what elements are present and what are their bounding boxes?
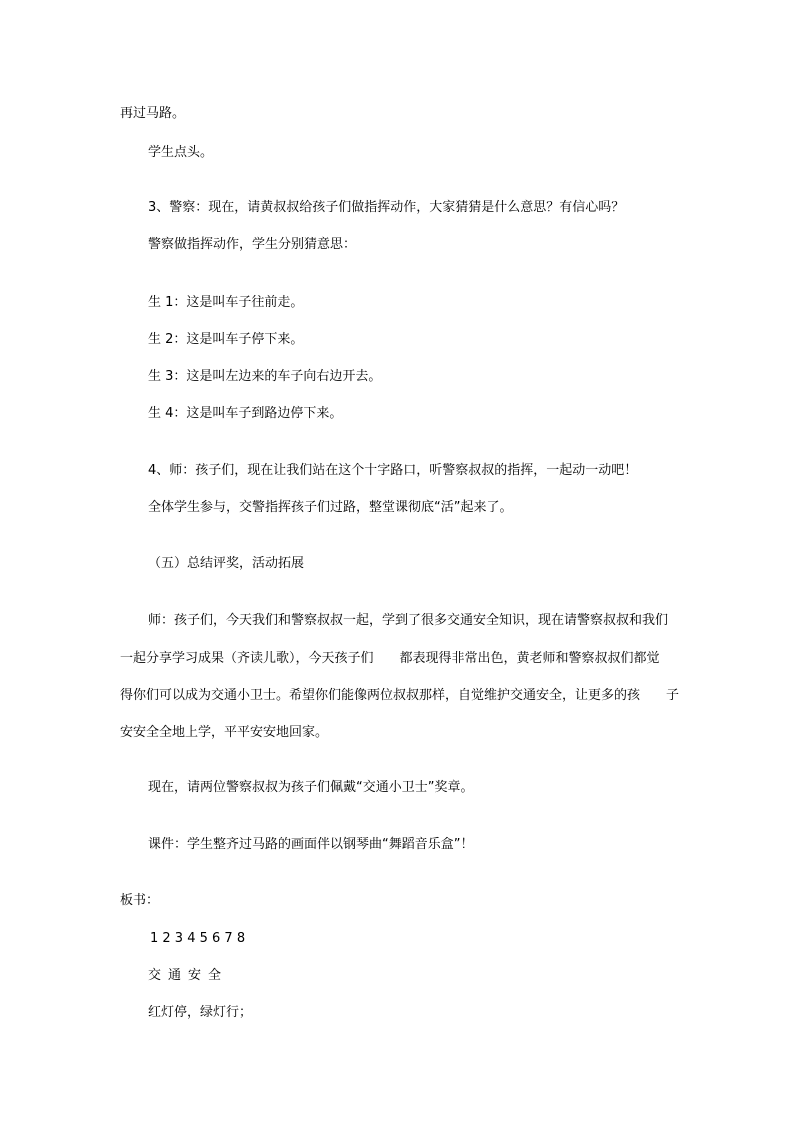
text-line: 安安全全地上学，平平安安地回家。 [120,725,329,740]
text-line: 4、师：孩子们，现在让我们站在这个十字路口，听警察叔叔的指挥，一起动一动吧！ [148,463,638,478]
blackboard-label: 板书： [120,893,160,908]
blackboard-rule: 红灯停，绿灯行； [148,1005,253,1020]
blackboard-title: 交通安全 [148,968,229,983]
text-line: 生 2：这是叫车子停下来。 [148,332,304,347]
text-line: 师：孩子们，今天我们和警察叔叔一起，学到了很多交通安全知识，现在请警察叔叔和我们 [148,613,669,628]
text-line: 生 3：这是叫左边来的车子向右边开去。 [148,369,382,384]
text-line: 再过马路。 [120,106,186,121]
section-heading: （五）总结评奖，活动拓展 [148,556,305,571]
text-line: 得你们可以成为交通小卫士。希望你们能像两位叔叔那样，自觉维护交通安全，让更多的孩 子 [120,688,680,703]
text-line: 课件：学生整齐过马路的画面伴以钢琴曲“舞蹈音乐盒”！ [148,837,474,852]
blackboard-numbers: 1 2 3 4 5 6 7 8 [150,931,246,946]
text-line: 生 1：这是叫车子往前走。 [148,295,304,310]
text-line: 学生点头。 [148,145,214,160]
text-line: 生 4：这是叫车子到路边停下来。 [148,406,343,421]
text-line: 3、警察：现在，请黄叔叔给孩子们做指挥动作，大家猜猜是什么意思？有信心吗？ [148,200,625,215]
text-line: 全体学生参与，交警指挥孩子们过路，整堂课彻底“活”起来了。 [148,500,513,515]
text-line: 一起分享学习成果（齐读儿歌），今天孩子们 都表现得非常出色，黄老师和警察叔叔们都觉 [120,651,660,666]
text-line: 警察做指挥动作，学生分别猜意思： [148,237,357,252]
text-line: 现在，请两位警察叔叔为孩子们佩戴“交通小卫士”奖章。 [148,780,474,795]
